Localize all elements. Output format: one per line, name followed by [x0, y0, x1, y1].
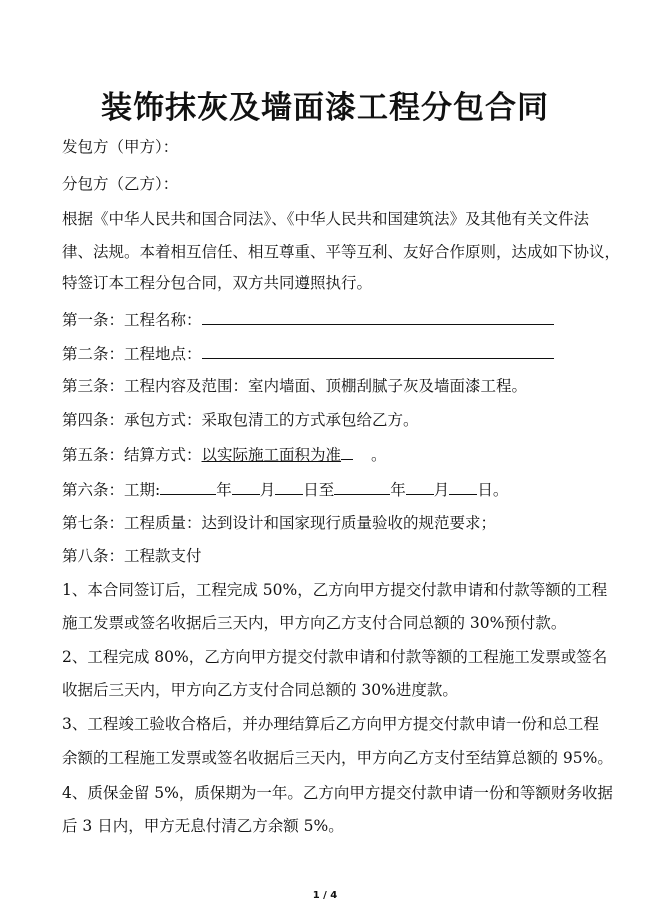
party-a-line: 发包方（甲方）： — [62, 138, 179, 156]
intro-line-2: 律、法规。本着相互信任、相互尊重、平等互利、友好合作原则，达成如下协议， — [62, 243, 621, 261]
article-6 — [62, 479, 602, 500]
article-5 — [62, 444, 602, 465]
party-b-line: 分包方（乙方）： — [62, 175, 179, 193]
payment-2-line-2: 收据后三天内，甲方向乙方支付合同总额的 30%进度款。 — [62, 681, 458, 699]
payment-3-line-2: 余额的工程施工发票或签名收据后三天内，甲方向乙方支付至结算总额的 95%。 — [62, 749, 613, 767]
end-year-unit: 年 — [390, 481, 406, 499]
start-year-unit: 年 — [216, 481, 232, 499]
settlement-trailing-blank — [341, 444, 353, 460]
start-year-blank[interactable] — [160, 479, 216, 495]
article-2-label: 第二条：工程地点： — [62, 345, 202, 363]
payment-4-line-2: 后 3 日内，甲方无息付清乙方余额 5%。 — [62, 817, 344, 835]
payment-1-line-2: 施工发票或签名收据后三天内，甲方向乙方支付合同总额的 30%预付款。 — [62, 614, 567, 632]
article-5-label: 第五条：结算方式： — [62, 446, 202, 464]
settlement-method-value: 以实际施工面积为准 — [201, 446, 342, 464]
end-month-blank[interactable] — [406, 479, 434, 495]
start-day-unit: 日至 — [303, 481, 335, 499]
page-number: 1 / 4 — [312, 890, 338, 901]
intro-line-3: 特签订本工程分包合同，双方共同遵照执行。 — [62, 274, 373, 292]
start-day-blank[interactable] — [275, 479, 303, 495]
article-1 — [62, 309, 602, 330]
payment-4-line-1: 4、质保金留 5%，质保期为一年。乙方向甲方提交付款申请一份和等额财务收据 — [62, 784, 613, 802]
article-1-label: 第一条：工程名称： — [62, 311, 202, 329]
article-7: 第七条：工程质量：达到设计和国家现行质量验收的规范要求； — [62, 514, 497, 532]
end-month-unit: 月 — [433, 481, 450, 499]
payment-1-line-1: 1、本合同签订后，工程完成 50%，乙方向甲方提交付款申请和付款等额的工程 — [62, 581, 608, 599]
payment-3-line-1: 3、工程竣工验收合格后，并办理结算后乙方向甲方提交付款申请一份和总工程 — [62, 715, 599, 733]
payment-2-line-1: 2、工程完成 80%，乙方向甲方提交付款申请和付款等额的工程施工发票或签名 — [62, 648, 608, 666]
end-day-unit: 日。 — [477, 481, 509, 499]
project-name-blank[interactable] — [202, 309, 554, 325]
article-4: 第四条：承包方式：采取包清工的方式承包给乙方。 — [62, 411, 419, 429]
article-3: 第三条：工程内容及范围：室内墙面、顶棚刮腻子灰及墙面漆工程。 — [62, 377, 528, 395]
contract-title: 装饰抹灰及墙面漆工程分包合同 — [101, 90, 549, 126]
article-2 — [62, 343, 602, 364]
start-month-blank[interactable] — [232, 479, 260, 495]
start-month-unit: 月 — [259, 481, 276, 499]
article-8: 第八条：工程款支付 — [62, 547, 202, 565]
intro-line-1: 根据《中华人民共和国合同法》、《中华人民共和国建筑法》及其他有关文件法 — [62, 210, 590, 228]
article-6-label: 第六条：工期: — [62, 481, 161, 499]
end-day-blank[interactable] — [449, 479, 477, 495]
article-5-end: 。 — [371, 446, 387, 464]
project-location-blank[interactable] — [202, 343, 554, 359]
end-year-blank[interactable] — [334, 479, 390, 495]
